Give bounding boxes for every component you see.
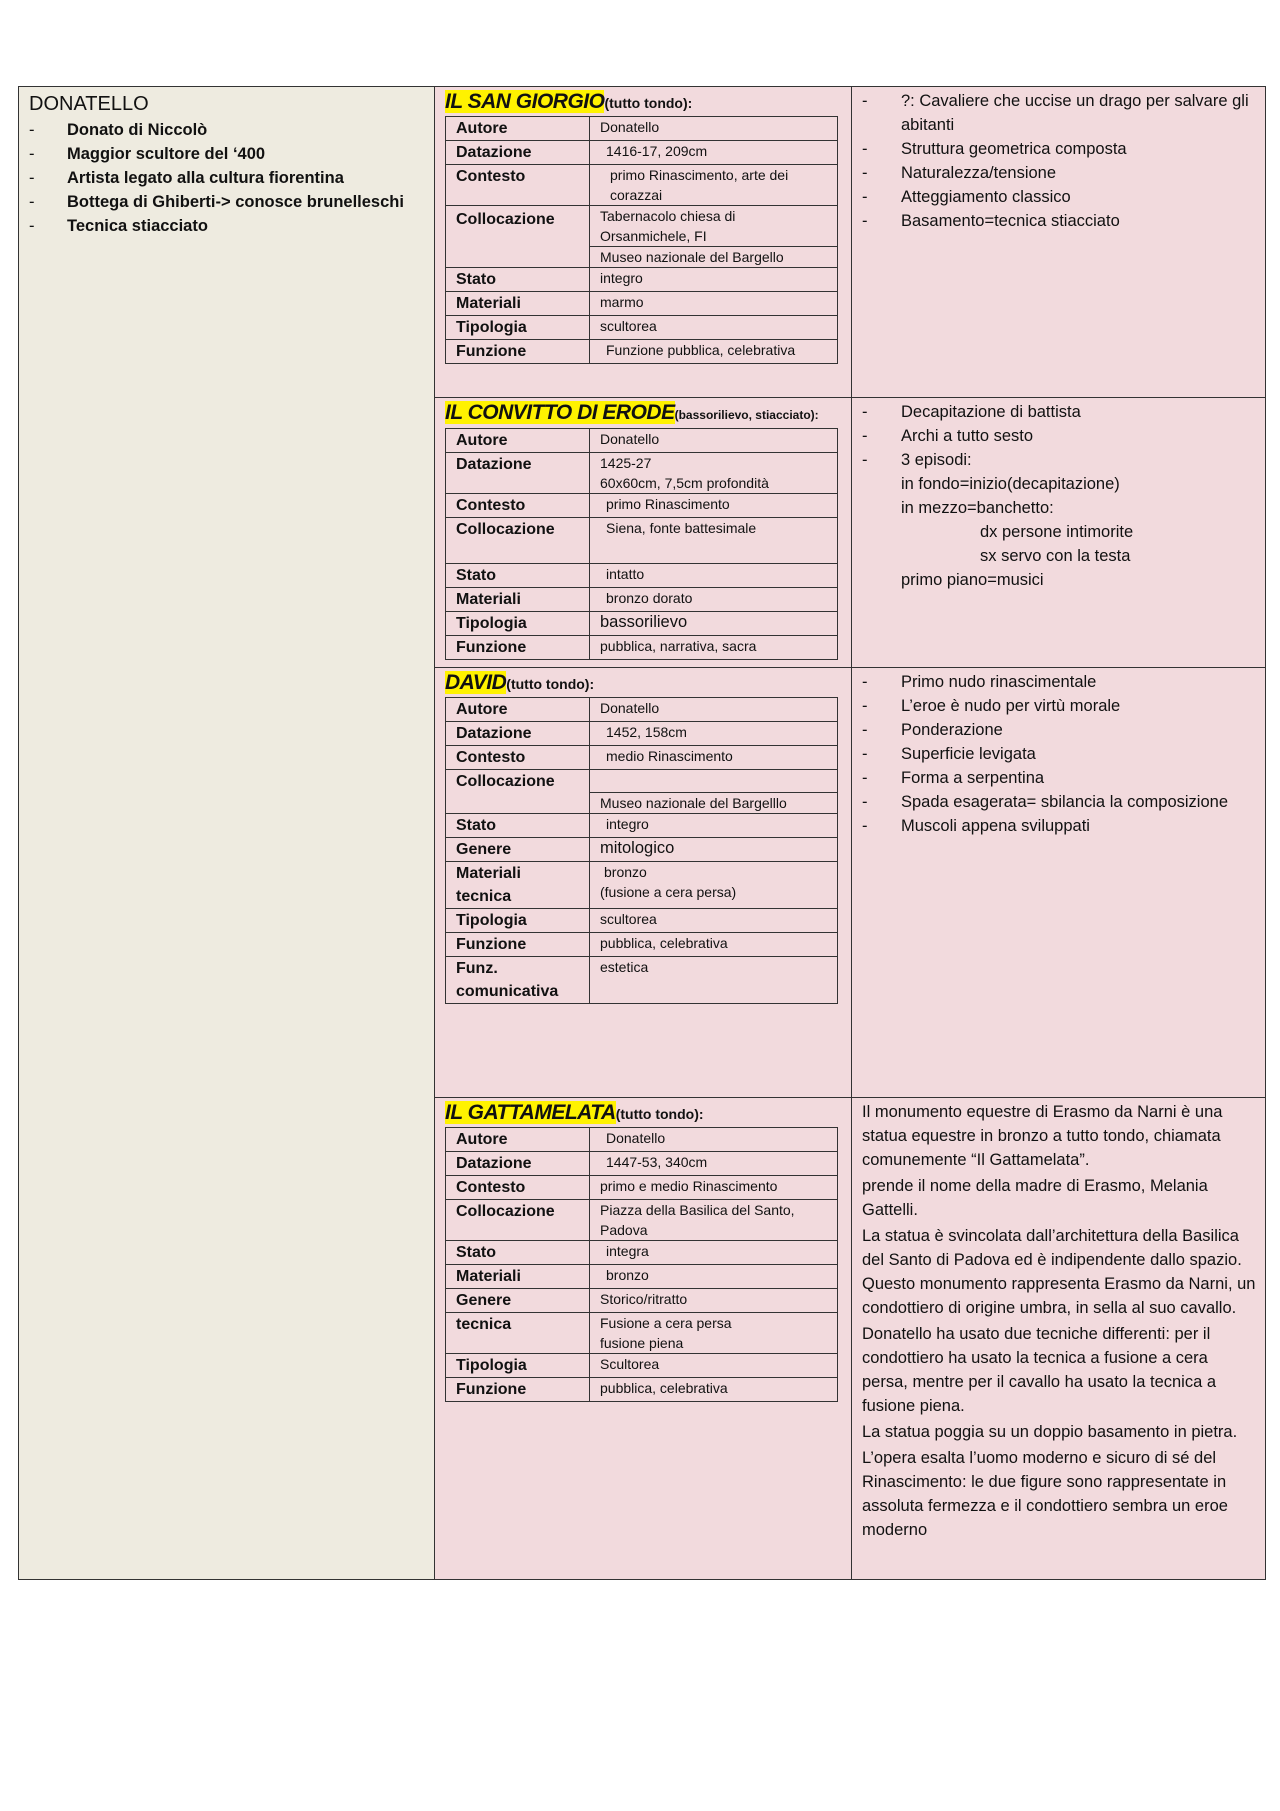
work-subtitle: (tutto tondo): bbox=[506, 676, 595, 692]
bullet: - bbox=[862, 164, 868, 182]
note-text: 3 episodi: bbox=[901, 451, 972, 469]
bullet: - bbox=[862, 673, 868, 691]
row-key: Datazione bbox=[446, 141, 590, 165]
paragraph: prende il nome della madre di Erasmo, Melania Gattelli. bbox=[862, 1177, 1208, 1219]
point-text: Donato di Niccolò bbox=[67, 121, 208, 139]
row-value: Storico/ritratto bbox=[590, 1289, 838, 1313]
table-row bbox=[446, 814, 838, 838]
list-item bbox=[862, 448, 1257, 472]
list-item bbox=[862, 161, 1257, 185]
row-key: Collocazione bbox=[446, 770, 590, 814]
table-row bbox=[446, 588, 838, 612]
table-row bbox=[446, 453, 838, 494]
table-row bbox=[446, 1378, 838, 1402]
work-subtitle: (bassorilievo, stiacciato): bbox=[674, 408, 819, 422]
list-item bbox=[862, 814, 1257, 838]
note-text: Primo nudo rinascimentale bbox=[901, 673, 1097, 691]
row-key: Funzione bbox=[446, 636, 590, 660]
point-text: Maggior scultore del ‘400 bbox=[67, 145, 266, 163]
artist-title: DONATELLO bbox=[29, 93, 149, 115]
row-key: tecnica bbox=[446, 1313, 590, 1354]
notes-san-giorgio bbox=[852, 87, 1266, 398]
bullet: - bbox=[862, 721, 868, 739]
row-value: Piazza della Basilica del Santo, Padova bbox=[590, 1200, 838, 1241]
row-value: 1452, 158cm bbox=[590, 722, 838, 746]
row-value: medio Rinascimento bbox=[590, 746, 838, 770]
row-key: Contesto bbox=[446, 1176, 590, 1200]
table-row bbox=[446, 429, 838, 453]
row-value: Siena, fonte battesimale bbox=[590, 518, 838, 564]
row-key: Datazione bbox=[446, 1152, 590, 1176]
row-key: Materiali bbox=[446, 1265, 590, 1289]
note-text: L’eroe è nudo per virtù morale bbox=[901, 697, 1121, 715]
table-row bbox=[446, 838, 838, 862]
row-value-line-2: (fusione a cera persa) bbox=[600, 884, 737, 900]
list-item bbox=[862, 694, 1257, 718]
row-value: integra bbox=[590, 1241, 838, 1265]
info-table bbox=[445, 1127, 838, 1402]
row-key: Contesto bbox=[446, 494, 590, 518]
row-key: Collocazione bbox=[446, 206, 590, 268]
row-value: intatto bbox=[590, 564, 838, 588]
row-value: Donatello bbox=[590, 698, 838, 722]
list-item bbox=[862, 400, 1257, 424]
table-row bbox=[446, 746, 838, 770]
list-item bbox=[29, 142, 434, 166]
row-value-line-2: 60x60cm, 7,5cm profondità bbox=[600, 475, 769, 491]
row-value-line: Fusione a cera persa bbox=[600, 1315, 732, 1331]
info-table bbox=[445, 428, 838, 660]
table-row bbox=[446, 268, 838, 292]
paragraph: L’opera esalta l’uomo moderno e sicuro di sé del Rinascimento: le due figure sono rappresentate in assoluta fermezza e il condottiero sembra un eroe moderno bbox=[862, 1449, 1228, 1539]
paragraph: La statua poggia su un doppio basamento in pietra. bbox=[862, 1423, 1238, 1441]
work-subtitle: (tutto tondo): bbox=[615, 1106, 704, 1122]
row-key: Stato bbox=[446, 564, 590, 588]
bullet: - bbox=[862, 817, 868, 835]
table-row bbox=[446, 722, 838, 746]
row-value: Donatello bbox=[590, 429, 838, 453]
list-item bbox=[862, 670, 1257, 694]
note-text: Atteggiamento classico bbox=[901, 188, 1071, 206]
row-value: pubblica, celebrativa bbox=[590, 1378, 838, 1402]
row-key: Funzione bbox=[446, 340, 590, 364]
row-value: integro bbox=[590, 268, 838, 292]
note-text: Superficie levigata bbox=[901, 745, 1036, 763]
note-text: Decapitazione di battista bbox=[901, 403, 1081, 421]
bullet: - bbox=[862, 451, 868, 469]
row-value: bassorilievo bbox=[590, 612, 838, 636]
work-title-text: IL SAN GIORGIO bbox=[445, 90, 605, 113]
work-subtitle: (tutto tondo): bbox=[604, 95, 693, 111]
table-row bbox=[446, 316, 838, 340]
row-key: Collocazione bbox=[446, 1200, 590, 1241]
row-key: Tipologia bbox=[446, 316, 590, 340]
note-text: Muscoli appena sviluppati bbox=[901, 817, 1090, 835]
list-item bbox=[862, 718, 1257, 742]
row-value: Funzione pubblica, celebrativa bbox=[590, 340, 838, 364]
table-row bbox=[446, 1176, 838, 1200]
table-row bbox=[446, 612, 838, 636]
row-key: Autore bbox=[446, 1128, 590, 1152]
list-item bbox=[862, 742, 1257, 766]
bullet: - bbox=[29, 121, 35, 139]
row-value-2: Museo nazionale del Bargello bbox=[590, 247, 838, 268]
list-item: in fondo=inizio(decapitazione) bbox=[901, 475, 1120, 493]
note-text: Struttura geometrica composta bbox=[901, 140, 1127, 158]
bullet: - bbox=[29, 145, 35, 163]
work-title-text: IL GATTAMELATA bbox=[445, 1101, 616, 1124]
bullet: - bbox=[862, 403, 868, 421]
table-row bbox=[446, 909, 838, 933]
bullet: - bbox=[862, 212, 868, 230]
list-item bbox=[29, 166, 434, 190]
table-row bbox=[446, 636, 838, 660]
paragraph: Il monumento equestre di Erasmo da Narni è una statua equestre in bronzo a tutto tondo, chiamata comunemente “Il Gattamelata”. bbox=[862, 1103, 1223, 1169]
paragraph: La statua è svincolata dall’architettura della Basilica del Santo di Padova ed è indipendente dallo spazio. Questo monumento rappresenta Erasmo da Narni, un condottiero di origine umbra, in sella al suo cavallo. bbox=[862, 1227, 1256, 1317]
row-value: marmo bbox=[590, 292, 838, 316]
row-key: Autore bbox=[446, 117, 590, 141]
row-key: Contesto bbox=[446, 165, 590, 206]
row-key: Tipologia bbox=[446, 1354, 590, 1378]
bullet: - bbox=[862, 427, 868, 445]
row-value: bronzo bbox=[590, 1265, 838, 1289]
list-item bbox=[862, 185, 1257, 209]
row-value: pubblica, narrativa, sacra bbox=[590, 636, 838, 660]
table-row bbox=[446, 117, 838, 141]
table-row bbox=[446, 1313, 838, 1354]
note-text: Forma a serpentina bbox=[901, 769, 1045, 787]
list-item bbox=[862, 137, 1257, 161]
list-item bbox=[29, 190, 434, 214]
row-value: 1416-17, 209cm bbox=[590, 141, 838, 165]
table-row bbox=[446, 1289, 838, 1313]
row-value: primo e medio Rinascimento bbox=[590, 1176, 838, 1200]
bullet: - bbox=[862, 697, 868, 715]
row-value-line-2: fusione piena bbox=[600, 1335, 684, 1351]
work-title bbox=[445, 670, 841, 697]
work-title-text: DAVID bbox=[445, 671, 507, 694]
list-item: sx servo con la testa bbox=[980, 547, 1131, 565]
list-item bbox=[862, 89, 1257, 137]
work-card-convitto bbox=[435, 398, 852, 668]
note-text: ?: Cavaliere che uccise un drago per salvare gli abitanti bbox=[901, 92, 1249, 134]
row-san-giorgio bbox=[19, 87, 1266, 398]
row-key: Tipologia bbox=[446, 909, 590, 933]
work-card-david bbox=[435, 668, 852, 1098]
info-table bbox=[445, 116, 838, 364]
bullet: - bbox=[29, 169, 35, 187]
table-row bbox=[446, 141, 838, 165]
work-title bbox=[445, 1100, 841, 1127]
table-row bbox=[446, 165, 838, 206]
info-table bbox=[445, 697, 838, 1004]
row-key: Funz. comunicativa bbox=[446, 957, 590, 1004]
table-row bbox=[446, 1265, 838, 1289]
row-key: Materiali bbox=[446, 588, 590, 612]
work-title bbox=[445, 400, 841, 428]
row-key: Genere bbox=[446, 838, 590, 862]
row-value: Scultorea bbox=[590, 1354, 838, 1378]
row-key: Genere bbox=[446, 1289, 590, 1313]
work-card-gattamelata bbox=[435, 1098, 852, 1580]
row-value: primo Rinascimento bbox=[590, 494, 838, 518]
table-row bbox=[446, 698, 838, 722]
table-row bbox=[446, 1354, 838, 1378]
row-key: Autore bbox=[446, 429, 590, 453]
row-key: Funzione bbox=[446, 933, 590, 957]
row-value: primo Rinascimento, arte dei corazzai bbox=[590, 165, 838, 206]
list-item: in mezzo=banchetto: bbox=[901, 499, 1054, 517]
row-value-2: Museo nazionale del Bargelllo bbox=[590, 793, 838, 814]
list-item bbox=[862, 424, 1257, 448]
row-value-line: bronzo bbox=[604, 864, 647, 880]
row-key: Materiali tecnica bbox=[446, 862, 590, 909]
row-key: Datazione bbox=[446, 453, 590, 494]
note-text: Ponderazione bbox=[901, 721, 1003, 739]
row-value: 1447-53, 340cm bbox=[590, 1152, 838, 1176]
list-item bbox=[29, 118, 434, 142]
work-title-text: IL CONVITTO DI ERODE bbox=[445, 401, 675, 424]
table-row bbox=[446, 292, 838, 316]
row-value: estetica bbox=[590, 957, 838, 1004]
note-text: Naturalezza/tensione bbox=[901, 164, 1057, 182]
table-row bbox=[446, 340, 838, 364]
row-value: integro bbox=[590, 814, 838, 838]
notes-list bbox=[852, 398, 1265, 592]
note-text: Basamento=tecnica stiacciato bbox=[901, 212, 1120, 230]
table-row bbox=[446, 1200, 838, 1241]
table-row bbox=[446, 518, 838, 564]
row-value bbox=[590, 862, 838, 909]
point-text: Bottega di Ghiberti-> conosce brunelleschi bbox=[67, 193, 404, 211]
list-item bbox=[862, 209, 1257, 233]
main-table bbox=[18, 86, 1266, 1580]
bullet: - bbox=[862, 92, 868, 110]
row-value bbox=[590, 453, 838, 494]
row-key: Collocazione bbox=[446, 518, 590, 564]
table-row bbox=[446, 957, 838, 1004]
list-item bbox=[29, 214, 434, 238]
row-value: scultorea bbox=[590, 909, 838, 933]
bullet: - bbox=[29, 217, 35, 235]
row-key: Stato bbox=[446, 268, 590, 292]
row-key: Contesto bbox=[446, 746, 590, 770]
row-key: Stato bbox=[446, 814, 590, 838]
list-item bbox=[862, 790, 1257, 814]
row-key: Autore bbox=[446, 698, 590, 722]
row-value: bronzo dorato bbox=[590, 588, 838, 612]
artist-points bbox=[19, 118, 434, 238]
table-row bbox=[446, 206, 838, 247]
row-value: Tabernacolo chiesa di Orsanmichele, FI bbox=[590, 206, 838, 247]
bullet: - bbox=[862, 793, 868, 811]
row-key: Stato bbox=[446, 1241, 590, 1265]
notes-convitto bbox=[852, 398, 1266, 668]
row-value-line: 1425-27 bbox=[600, 455, 652, 471]
notes-list bbox=[852, 87, 1265, 233]
point-text: Tecnica stiacciato bbox=[67, 217, 208, 235]
note-text: Spada esagerata= sbilancia la composizione bbox=[901, 793, 1229, 811]
row-value: Donatello bbox=[590, 117, 838, 141]
list-item bbox=[862, 766, 1257, 790]
list-item: dx persone intimorite bbox=[980, 523, 1134, 541]
notes-list bbox=[852, 668, 1265, 838]
bullet: - bbox=[862, 745, 868, 763]
table-row bbox=[446, 862, 838, 909]
notes-david bbox=[852, 668, 1266, 1098]
work-title bbox=[445, 89, 841, 116]
table-row bbox=[446, 1152, 838, 1176]
row-key: Datazione bbox=[446, 722, 590, 746]
table-row bbox=[446, 1241, 838, 1265]
notes-gattamelata bbox=[852, 1098, 1266, 1580]
point-text: Artista legato alla cultura fiorentina bbox=[67, 169, 344, 187]
work-card-san-giorgio bbox=[435, 87, 852, 398]
list-item: primo piano=musici bbox=[901, 571, 1044, 589]
bullet: - bbox=[862, 769, 868, 787]
note-text: Archi a tutto sesto bbox=[901, 427, 1034, 445]
bullet: - bbox=[862, 188, 868, 206]
row-value bbox=[590, 770, 838, 793]
row-value bbox=[590, 1313, 838, 1354]
row-key: Funzione bbox=[446, 1378, 590, 1402]
artist-column bbox=[19, 87, 435, 1580]
table-row bbox=[446, 770, 838, 793]
bullet: - bbox=[862, 140, 868, 158]
paragraph: Donatello ha usato due tecniche differenti: per il condottiero ha usato la tecnica a fusione a cera persa, mentre per il cavallo ha usato la tecnica a fusione piena. bbox=[862, 1325, 1217, 1415]
row-value: pubblica, celebrativa bbox=[590, 933, 838, 957]
table-row bbox=[446, 494, 838, 518]
row-value: scultorea bbox=[590, 316, 838, 340]
bullet: - bbox=[29, 193, 35, 211]
row-value: mitologico bbox=[590, 838, 838, 862]
table-row bbox=[446, 933, 838, 957]
row-key: Tipologia bbox=[446, 612, 590, 636]
table-row bbox=[446, 1128, 838, 1152]
row-key: Materiali bbox=[446, 292, 590, 316]
table-row bbox=[446, 564, 838, 588]
row-value: Donatello bbox=[590, 1128, 838, 1152]
